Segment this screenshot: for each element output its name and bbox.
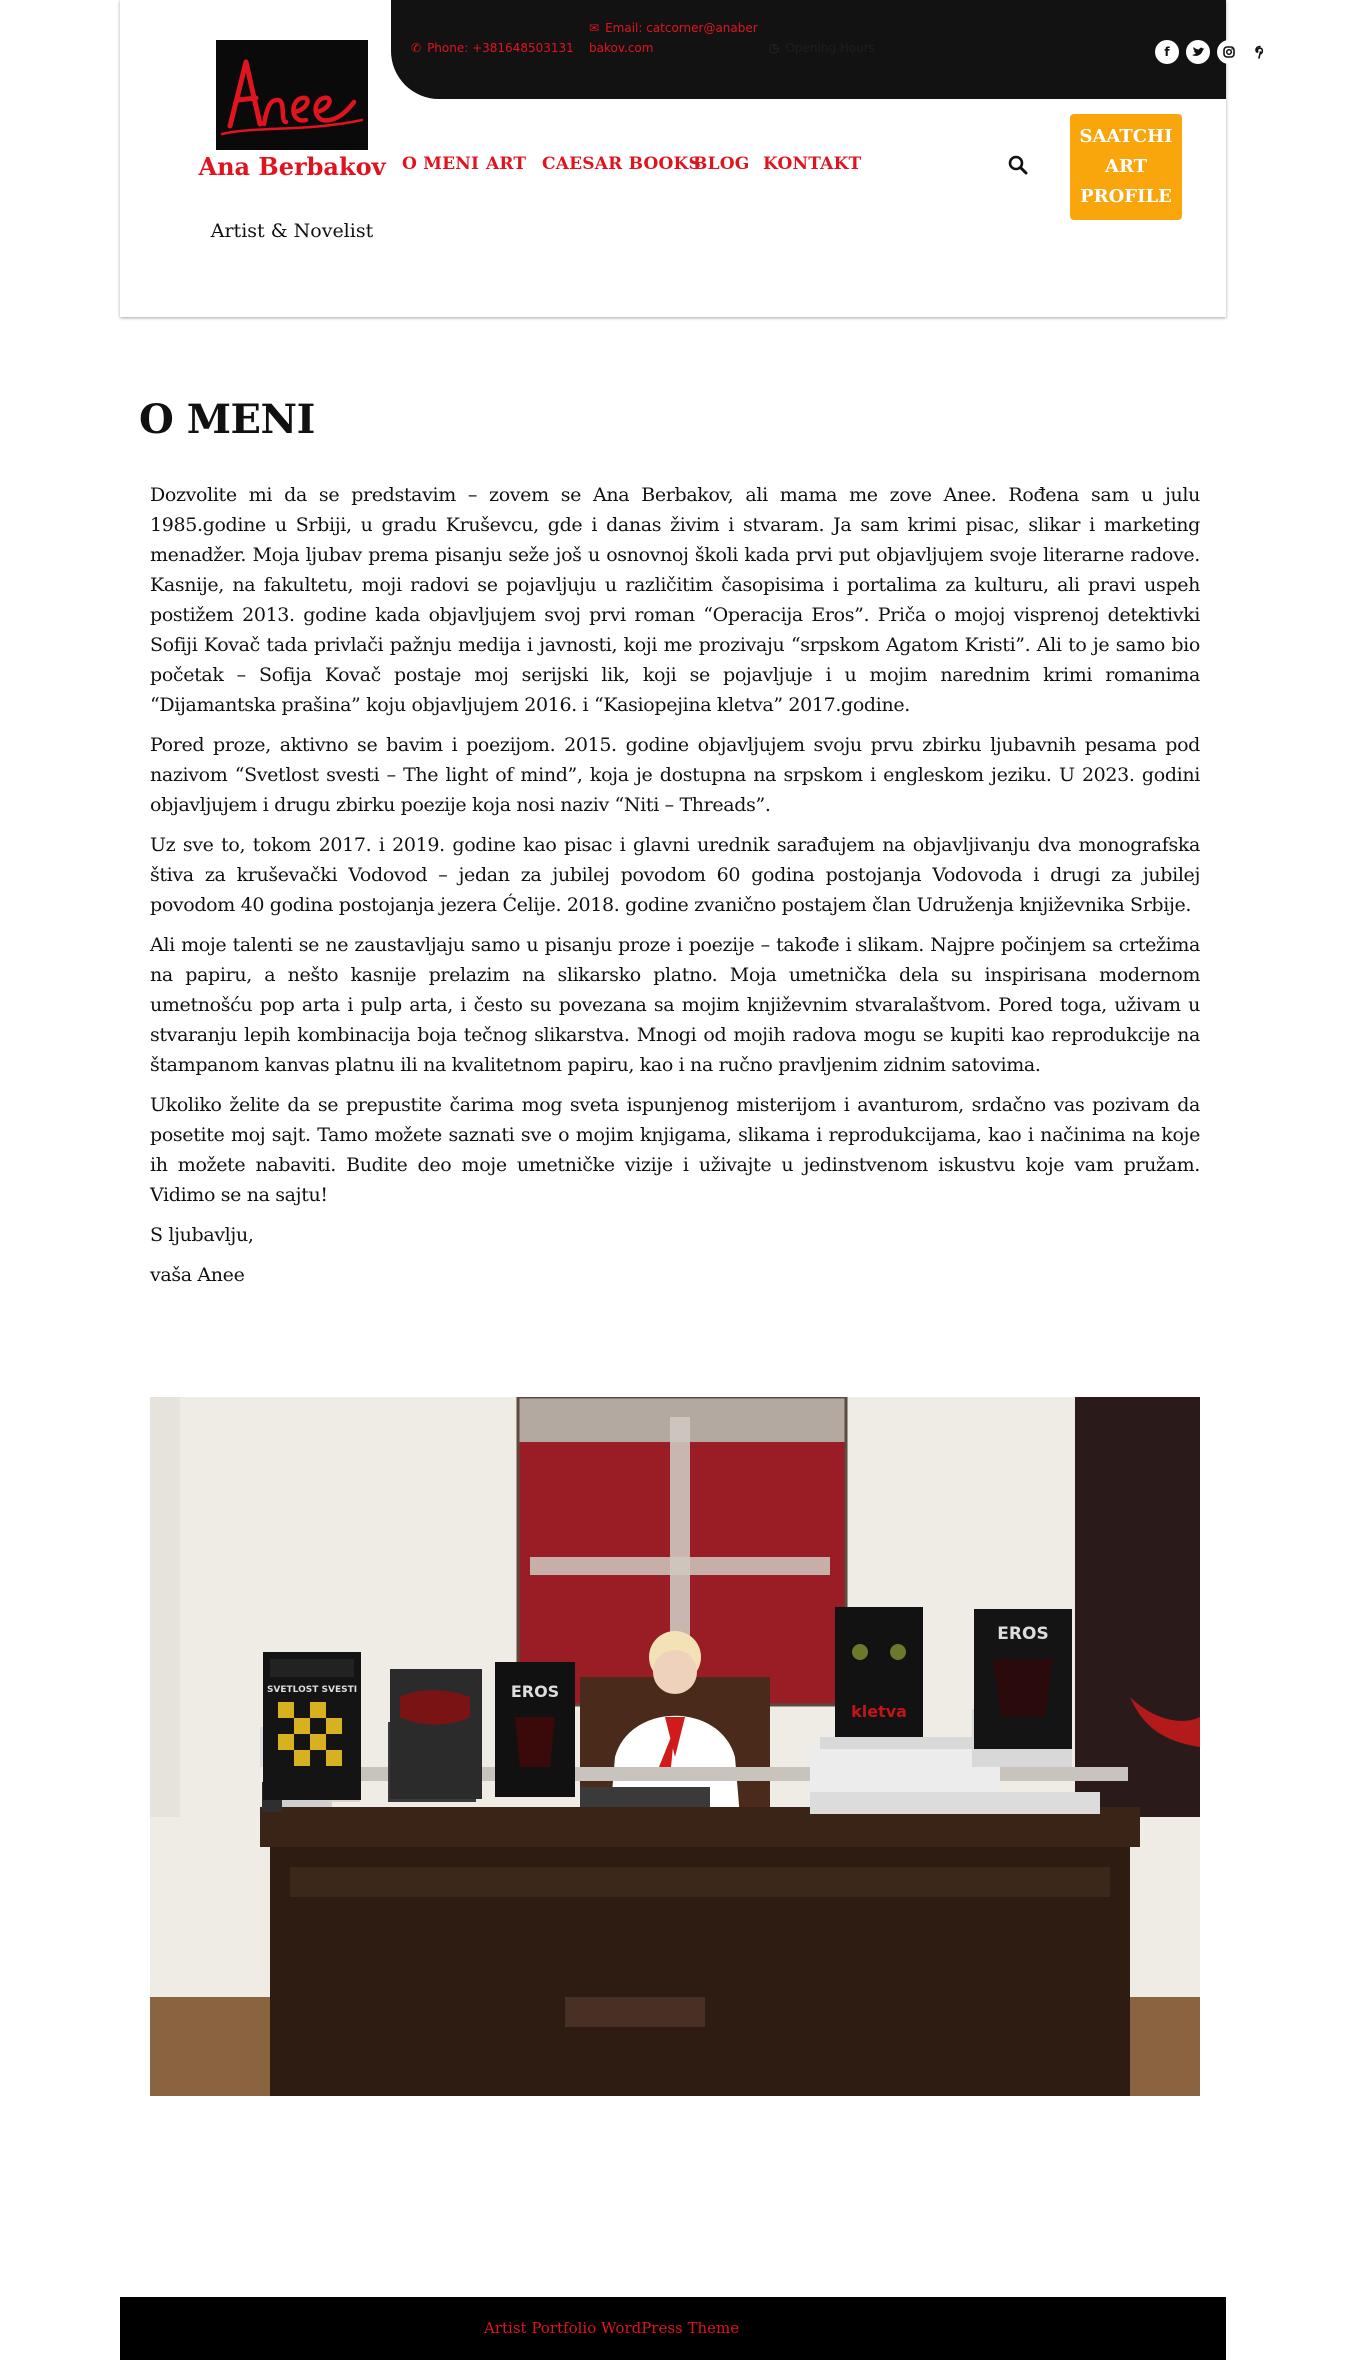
book-title: SVETLOST SVESTI	[266, 1685, 358, 1695]
about-content	[150, 480, 1200, 1300]
cta-line: SAATCHI	[1079, 126, 1173, 147]
phone-icon: ✆	[411, 41, 422, 55]
topbar-hours	[769, 38, 875, 58]
hours-text: Opening Hours	[785, 41, 876, 55]
author-photo	[150, 1397, 1200, 2096]
topbar-phone[interactable]	[411, 38, 574, 58]
paragraph: Uz sve to, tokom 2017. i 2019. godine kao pisac i glavni urednik sarađujem na objavljivanju dva monografska štiva za kruševački Vodovod – jedan za jubilej povodom 60 godina postojanja Vodovoda i drugi za jubilej povodom 40 godina postojanja jezera Ćelije. 2018. godine zvanično postajem član Udruženja književnika Srbije.	[150, 834, 1200, 916]
paragraph: Dozvolite mi da se predstavim – zovem se Ana Berbakov, ali mama me zove Anee. Rođena sam u julu 1985.godine u Srbiji, u gradu Kruševcu, gde i danas živim i stvaram. Ja sam krimi pisac, slikar i marketing menadžer. Moja ljubav prema pisanju seže još u osnovnoj školi kada prvi put objavljujem svoje literarne radove. Kasnije, na fakultetu, moji radovi se pojavljuju u različitim časopisima i portalima za kulturu, ali pravi uspeh postižem 2013. godine kada objavljujem svoj prvi roman “Operacija Eros”. Priča o mojoj visprenoj detektivki Sofiji Kovač tada privlači pažnju medija i javnosti, koji me prozivaju “srpskom Agatom Kristi”. Ali to je samo bio početak – Sofija Kovač postaje moj serijski lik, koji se pojavljuje i u mojim narednim krimi romanima “Dijamantska prašina” koju objavljujem 2016. i “Kasiopejina kletva” 2017.godine.	[150, 484, 1200, 716]
book-title: EROS	[510, 1682, 560, 1701]
envelope-icon: ✉	[589, 21, 600, 35]
phone-text: Phone: +381648503131	[427, 41, 574, 55]
book-title: EROS	[997, 1624, 1049, 1644]
book-title: kletva	[851, 1702, 907, 1721]
clock-icon: ◷	[769, 41, 780, 55]
site-header	[120, 0, 1226, 317]
site-title[interactable]: Ana Berbakov	[198, 152, 386, 181]
cta-line: PROFILE	[1080, 186, 1172, 207]
saatchi-art-profile-button[interactable]	[1070, 114, 1182, 220]
top-bar	[391, 0, 1226, 99]
twitter-icon[interactable]	[1186, 40, 1210, 64]
nav-item-blog[interactable]: BLOG	[693, 154, 750, 174]
nav-item-kontakt[interactable]: KONTAKT	[763, 154, 862, 174]
paragraph: Pored proze, aktivno se bavim i poezijom. 2015. godine objavljujem svoju prvu zbirku ljubavnih pesama pod nazivom “Svetlost svesti – The light of mind”, koja je dostupna na srpskom i engleskom jeziku. U 2023. godini objavljujem i drugu zbirku poezije koja nosi naziv “Niti – Threads”.	[150, 734, 1200, 816]
topbar-email[interactable]	[589, 18, 765, 58]
paragraph: Ali moje talenti se ne zaustavljaju samo u pisanju proze i poezije – takođe i slikam. Najpre počinjem sa crtežima na papiru, a nešto kasnije prelazim na slikarsko platno. Moja umetnička dela su inspirisana modernom umetnošću pop arta i pulp arta, i često su povezana sa mojim književnim stvaralaštvom. Pored toga, uživam u stvaranju lepih kombinacija boja tečnog slikarstva. Mnogi od mojih radova mogu se kupiti kao reprodukcije na štampanom kanvas platnu ili na kvalitetnom papiru, kao i na ručno pravljenim zidnim satovima.	[150, 934, 1200, 1076]
site-description: Artist & Novelist	[210, 220, 374, 242]
signature: vaša Anee	[150, 1264, 245, 1286]
search-icon[interactable]	[1007, 154, 1029, 176]
facebook-icon[interactable]: f	[1155, 40, 1179, 64]
nav-item-o-meni[interactable]: O MENI	[402, 154, 480, 174]
cta-line: ART	[1104, 156, 1147, 177]
signoff: S ljubavlju,	[150, 1224, 254, 1246]
nav-item-art[interactable]: ART	[486, 154, 527, 174]
email-text: Email: catcorner@anaberbakov.com	[589, 21, 758, 55]
page-title: O MENI	[139, 396, 315, 443]
paragraph: Ukoliko želite da se prepustite čarima mog sveta ispunjenog misterijom i avanturom, srdačno vas pozivam da posetite moj sajt. Tamo možete saznati sve o mojim knjigama, slikama i reprodukcijama, kao i načinima na koje ih možete nabaviti. Budite deo moje umetničke vizije i uživajte u jedinstvenom iskustvu koje vam pružam. Vidimo se na sajtu!	[150, 1094, 1200, 1206]
anee-logo-icon	[216, 40, 368, 150]
nav-item-caesar-books[interactable]: CAESAR BOOKS	[542, 154, 701, 174]
site-logo[interactable]	[216, 40, 368, 150]
instagram-icon[interactable]	[1217, 40, 1241, 64]
author-at-desk-image	[150, 1397, 1200, 2096]
site-footer	[120, 2297, 1226, 2360]
footer-theme-credit[interactable]: Artist Portfolio WordPress Theme	[484, 2319, 740, 2337]
pinterest-icon[interactable]	[1248, 40, 1272, 64]
